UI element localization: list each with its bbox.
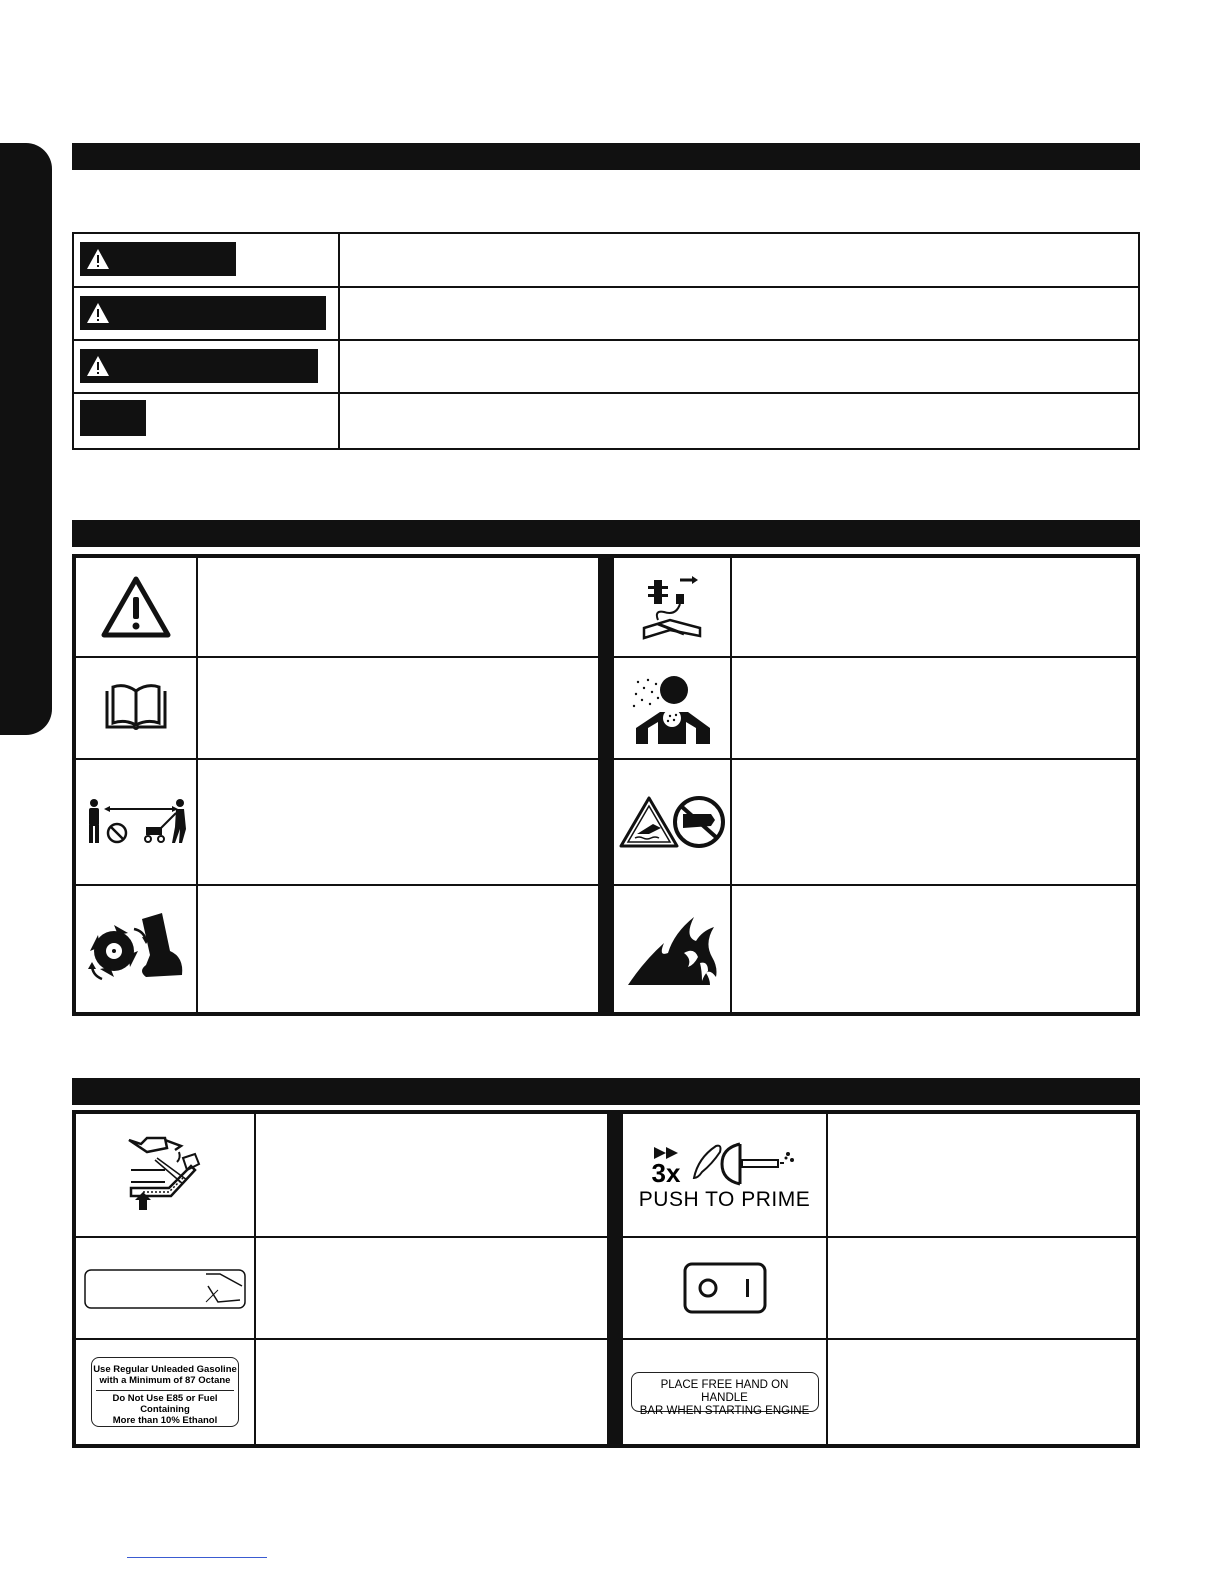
symbol-icon-cell bbox=[623, 1238, 826, 1338]
oil-fill-icon bbox=[125, 1130, 205, 1220]
symbols-column-left bbox=[76, 558, 598, 1012]
symbol-description bbox=[256, 1340, 607, 1444]
operation-column-right bbox=[623, 1114, 1136, 1444]
signal-word-description bbox=[340, 341, 1138, 394]
symbol-description bbox=[256, 1238, 607, 1338]
symbol-row bbox=[623, 1238, 1136, 1338]
safety-symbols-table bbox=[72, 554, 1140, 1016]
symbol-description bbox=[198, 658, 598, 758]
press-count: 3x bbox=[651, 1158, 681, 1188]
symbol-row bbox=[76, 658, 598, 758]
fuel-label-line: Use Regular Unleaded Gasoline bbox=[93, 1364, 237, 1375]
symbol-icon-cell bbox=[614, 558, 730, 656]
symbol-description bbox=[828, 1340, 1136, 1444]
signal-word-label bbox=[80, 296, 326, 330]
symbol-icon-cell bbox=[76, 658, 196, 758]
operation-column-left bbox=[76, 1114, 607, 1444]
symbol-icon-cell bbox=[623, 1340, 826, 1444]
fuel-label-divider bbox=[96, 1390, 234, 1391]
fire-flames-icon bbox=[624, 913, 720, 985]
symbol-icon-cell bbox=[76, 1114, 254, 1236]
symbol-row bbox=[614, 886, 1136, 1012]
signal-word-description bbox=[340, 288, 1138, 341]
rotating-blade-foot-icon bbox=[84, 911, 188, 987]
symbol-icon-cell bbox=[76, 760, 196, 884]
primer-button-icon bbox=[688, 1138, 798, 1186]
symbol-row bbox=[76, 558, 598, 656]
operation-symbols-table bbox=[72, 1110, 1140, 1448]
signal-word-cell bbox=[74, 288, 340, 341]
toxic-fumes-icon bbox=[630, 672, 714, 744]
signal-word-cell bbox=[74, 234, 340, 288]
signal-word-cell bbox=[74, 394, 340, 448]
symbol-description bbox=[198, 558, 598, 656]
symbol-row bbox=[614, 760, 1136, 884]
signal-word-label bbox=[80, 242, 236, 276]
symbol-row bbox=[614, 658, 1136, 758]
side-section-tab bbox=[0, 143, 52, 735]
symbol-row bbox=[623, 1114, 1136, 1236]
throttle-control-icon bbox=[84, 1266, 246, 1310]
on-off-switch-icon bbox=[682, 1261, 768, 1315]
symbol-row bbox=[76, 1238, 607, 1338]
section-header-bar bbox=[72, 143, 1140, 170]
spark-plug-maintenance-icon bbox=[640, 572, 704, 642]
warning-triangle-icon bbox=[86, 302, 110, 324]
fuel-label-line: with a Minimum of 87 Octane bbox=[99, 1375, 231, 1386]
signal-words-table bbox=[72, 232, 1140, 450]
symbol-row bbox=[76, 1114, 607, 1236]
symbol-description bbox=[828, 1114, 1136, 1236]
symbol-description bbox=[198, 760, 598, 884]
section-header-bar bbox=[72, 1078, 1140, 1105]
footer-link-underline bbox=[127, 1557, 267, 1558]
signal-word-description bbox=[340, 234, 1138, 288]
symbol-icon-cell bbox=[76, 558, 196, 656]
free-hand-label-icon bbox=[631, 1372, 819, 1417]
symbol-description bbox=[732, 558, 1136, 656]
symbol-icon-cell bbox=[623, 1114, 826, 1236]
symbol-icon-cell bbox=[76, 886, 196, 1012]
fuel-label-line: Do Not Use E85 or Fuel Containing bbox=[112, 1393, 218, 1415]
symbol-description bbox=[198, 886, 598, 1012]
symbol-row bbox=[76, 886, 598, 1012]
signal-word-label bbox=[80, 400, 146, 436]
fuel-label-icon bbox=[91, 1357, 239, 1427]
free-hand-label-line: PLACE FREE HAND ON HANDLE bbox=[660, 1379, 789, 1404]
symbols-column-right bbox=[614, 558, 1136, 1012]
symbol-row bbox=[76, 760, 598, 884]
symbol-description bbox=[732, 760, 1136, 884]
symbol-icon-cell bbox=[76, 1340, 254, 1444]
symbol-description bbox=[732, 658, 1136, 758]
primer-caption: PUSH TO PRIME bbox=[638, 1188, 811, 1211]
signal-word-label bbox=[80, 349, 318, 383]
symbol-description bbox=[732, 886, 1136, 1012]
symbol-row bbox=[614, 558, 1136, 656]
section-header-bar bbox=[72, 520, 1140, 547]
safety-alert-triangle-icon bbox=[100, 575, 172, 639]
read-manual-icon bbox=[101, 683, 171, 733]
free-hand-label-line: BAR WHEN STARTING ENGINE bbox=[639, 1405, 810, 1417]
primer-bulb-icon bbox=[652, 1138, 798, 1186]
fuel-label-line: More than 10% Ethanol bbox=[112, 1415, 218, 1426]
symbol-description bbox=[828, 1238, 1136, 1338]
press-count-group bbox=[652, 1146, 682, 1186]
symbol-icon-cell bbox=[614, 760, 730, 884]
warning-triangle-icon bbox=[86, 248, 110, 270]
signal-word-cell bbox=[74, 341, 340, 394]
hot-surface-no-touch-icon bbox=[619, 794, 725, 850]
symbol-icon-cell bbox=[76, 1238, 254, 1338]
symbol-row bbox=[76, 1340, 607, 1444]
signal-word-description bbox=[340, 394, 1138, 448]
warning-triangle-icon bbox=[86, 355, 110, 377]
symbol-icon-cell bbox=[614, 658, 730, 758]
symbol-description bbox=[256, 1114, 607, 1236]
bystander-distance-icon bbox=[84, 797, 188, 847]
symbol-row bbox=[623, 1340, 1136, 1444]
symbol-icon-cell bbox=[614, 886, 730, 1012]
